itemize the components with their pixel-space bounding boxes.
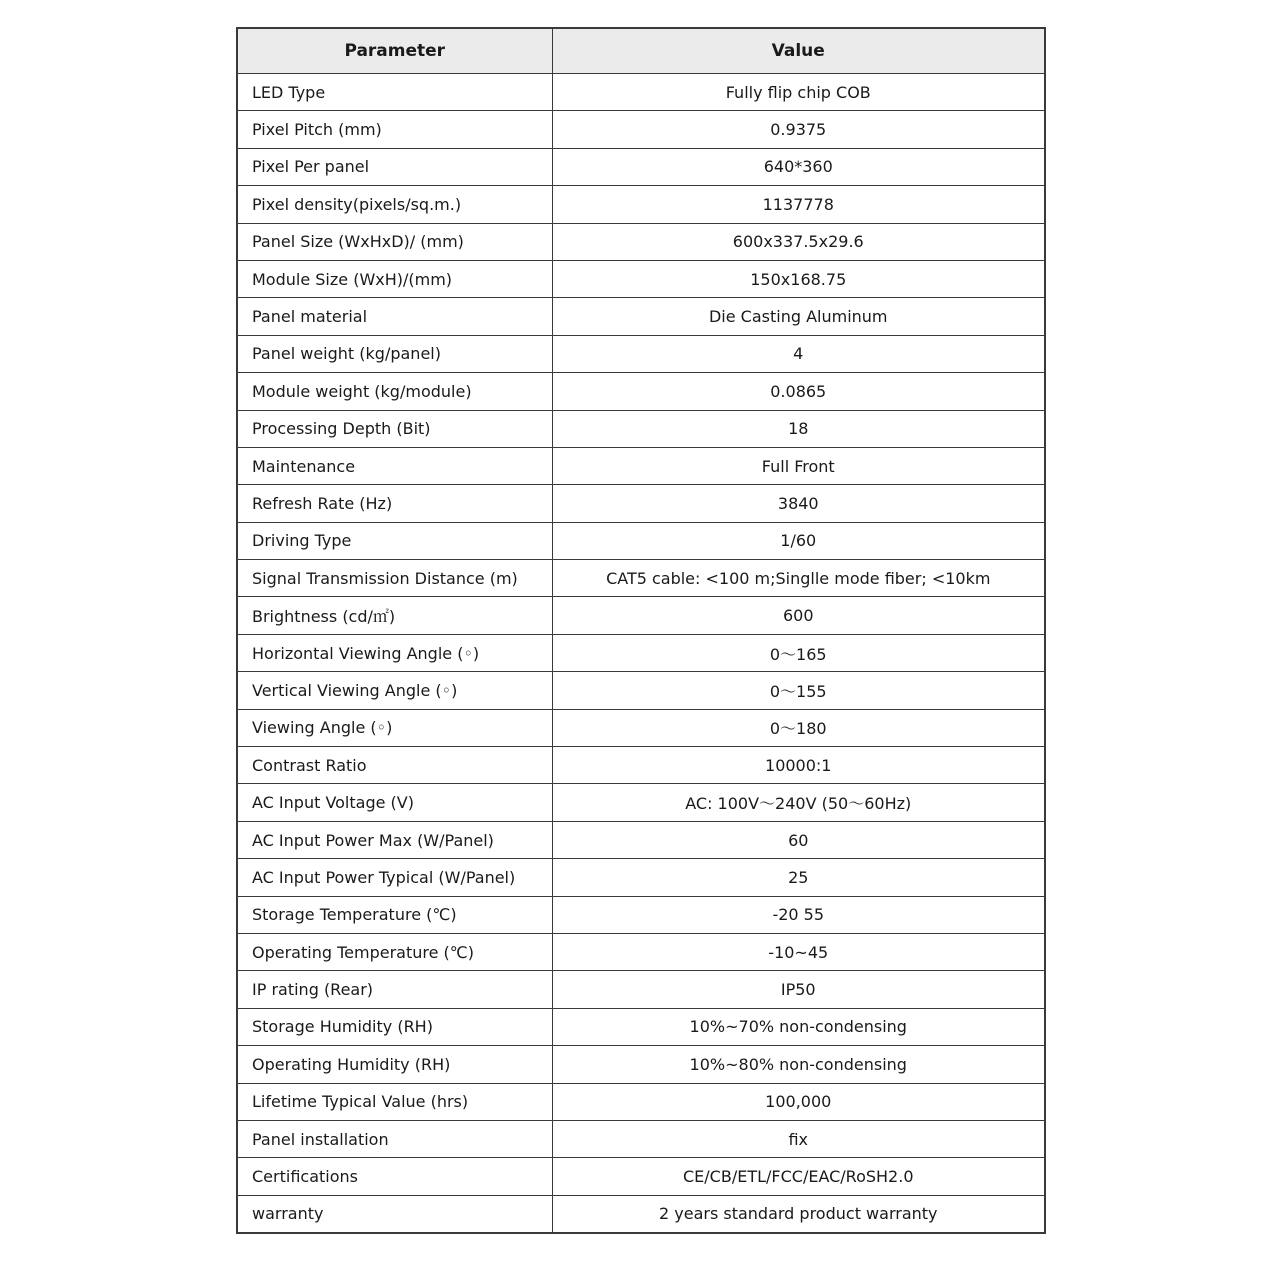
- parameter-cell: Panel Size (WxHxD)/ (mm): [237, 223, 552, 260]
- table-row: [237, 298, 1045, 335]
- parameter-cell: Operating Temperature (℃): [237, 933, 552, 970]
- table-row: [237, 709, 1045, 746]
- table-row: [237, 859, 1045, 896]
- table-row: [237, 1083, 1045, 1120]
- table-row: [237, 485, 1045, 522]
- header-value: Value: [552, 28, 1045, 74]
- table-row: [237, 74, 1045, 111]
- parameter-cell: Lifetime Typical Value (hrs): [237, 1083, 552, 1120]
- table-row: [237, 447, 1045, 484]
- parameter-cell: Operating Humidity (RH): [237, 1046, 552, 1083]
- value-cell: Die Casting Aluminum: [552, 298, 1045, 335]
- value-cell: CE/CB/ETL/FCC/EAC/RoSH2.0: [552, 1158, 1045, 1195]
- value-cell: 1137778: [552, 186, 1045, 223]
- value-cell: IP50: [552, 971, 1045, 1008]
- value-cell: 600x337.5x29.6: [552, 223, 1045, 260]
- value-cell: 25: [552, 859, 1045, 896]
- table-row: [237, 373, 1045, 410]
- table-row: [237, 1120, 1045, 1157]
- table-row: [237, 1158, 1045, 1195]
- table-row: [237, 821, 1045, 858]
- value-cell: -20 55: [552, 896, 1045, 933]
- value-cell: 0.0865: [552, 373, 1045, 410]
- value-cell: 2 years standard product warranty: [552, 1195, 1045, 1233]
- value-cell: Fully flip chip COB: [552, 74, 1045, 111]
- table-row: [237, 597, 1045, 634]
- parameter-cell: Certifications: [237, 1158, 552, 1195]
- table-body: [237, 74, 1045, 1234]
- table-row: [237, 410, 1045, 447]
- value-cell: 640*360: [552, 148, 1045, 185]
- table-row: [237, 148, 1045, 185]
- table-row: [237, 933, 1045, 970]
- parameter-cell: AC Input Power Typical (W/Panel): [237, 859, 552, 896]
- parameter-cell: AC Input Power Max (W/Panel): [237, 821, 552, 858]
- table-row: [237, 260, 1045, 297]
- parameter-cell: Contrast Ratio: [237, 747, 552, 784]
- value-cell: 100,000: [552, 1083, 1045, 1120]
- value-cell: CAT5 cable: <100 m;Singlle mode fiber; <10km: [552, 560, 1045, 597]
- table-row: [237, 672, 1045, 709]
- value-cell: 150x168.75: [552, 260, 1045, 297]
- parameter-cell: Driving Type: [237, 522, 552, 559]
- value-cell: 4: [552, 335, 1045, 372]
- parameter-cell: Viewing Angle (◦): [237, 709, 552, 746]
- parameter-cell: Pixel Per panel: [237, 148, 552, 185]
- parameter-cell: Storage Temperature (℃): [237, 896, 552, 933]
- table-row: [237, 634, 1045, 671]
- parameter-cell: Refresh Rate (Hz): [237, 485, 552, 522]
- value-cell: 3840: [552, 485, 1045, 522]
- parameter-cell: AC Input Voltage (V): [237, 784, 552, 821]
- parameter-cell: Maintenance: [237, 447, 552, 484]
- table-row: [237, 560, 1045, 597]
- value-cell: -10~45: [552, 933, 1045, 970]
- parameter-cell: Pixel density(pixels/sq.m.): [237, 186, 552, 223]
- parameter-cell: Horizontal Viewing Angle (◦): [237, 634, 552, 671]
- table-row: [237, 335, 1045, 372]
- table-row: [237, 971, 1045, 1008]
- table-row: [237, 223, 1045, 260]
- parameter-cell: Storage Humidity (RH): [237, 1008, 552, 1045]
- parameter-cell: Panel material: [237, 298, 552, 335]
- value-cell: 0～165: [552, 634, 1045, 671]
- value-cell: 1/60: [552, 522, 1045, 559]
- table-row: [237, 111, 1045, 148]
- parameter-cell: Processing Depth (Bit): [237, 410, 552, 447]
- parameter-cell: Brightness (cd/㎡): [237, 597, 552, 634]
- value-cell: 0.9375: [552, 111, 1045, 148]
- parameter-cell: Panel installation: [237, 1120, 552, 1157]
- value-cell: 10%~80% non-condensing: [552, 1046, 1045, 1083]
- header-parameter: Parameter: [237, 28, 552, 74]
- value-cell: 600: [552, 597, 1045, 634]
- table-row: [237, 896, 1045, 933]
- table-header-row: [237, 28, 1045, 74]
- value-cell: 0～155: [552, 672, 1045, 709]
- value-cell: 60: [552, 821, 1045, 858]
- table-row: [237, 522, 1045, 559]
- parameter-cell: Pixel Pitch (mm): [237, 111, 552, 148]
- table-row: [237, 747, 1045, 784]
- table-row: [237, 1195, 1045, 1233]
- table-row: [237, 1008, 1045, 1045]
- value-cell: AC: 100V～240V (50～60Hz): [552, 784, 1045, 821]
- table-row: [237, 784, 1045, 821]
- parameter-cell: Signal Transmission Distance (m): [237, 560, 552, 597]
- parameter-cell: Panel weight (kg/panel): [237, 335, 552, 372]
- parameter-cell: warranty: [237, 1195, 552, 1233]
- value-cell: Full Front: [552, 447, 1045, 484]
- value-cell: 0～180: [552, 709, 1045, 746]
- parameter-cell: Module weight (kg/module): [237, 373, 552, 410]
- value-cell: 18: [552, 410, 1045, 447]
- parameter-cell: Vertical Viewing Angle (◦): [237, 672, 552, 709]
- spec-table: [236, 27, 1046, 1234]
- parameter-cell: Module Size (WxH)/(mm): [237, 260, 552, 297]
- value-cell: 10%~70% non-condensing: [552, 1008, 1045, 1045]
- table-row: [237, 1046, 1045, 1083]
- table-row: [237, 186, 1045, 223]
- value-cell: fix: [552, 1120, 1045, 1157]
- value-cell: 10000:1: [552, 747, 1045, 784]
- parameter-cell: IP rating (Rear): [237, 971, 552, 1008]
- parameter-cell: LED Type: [237, 74, 552, 111]
